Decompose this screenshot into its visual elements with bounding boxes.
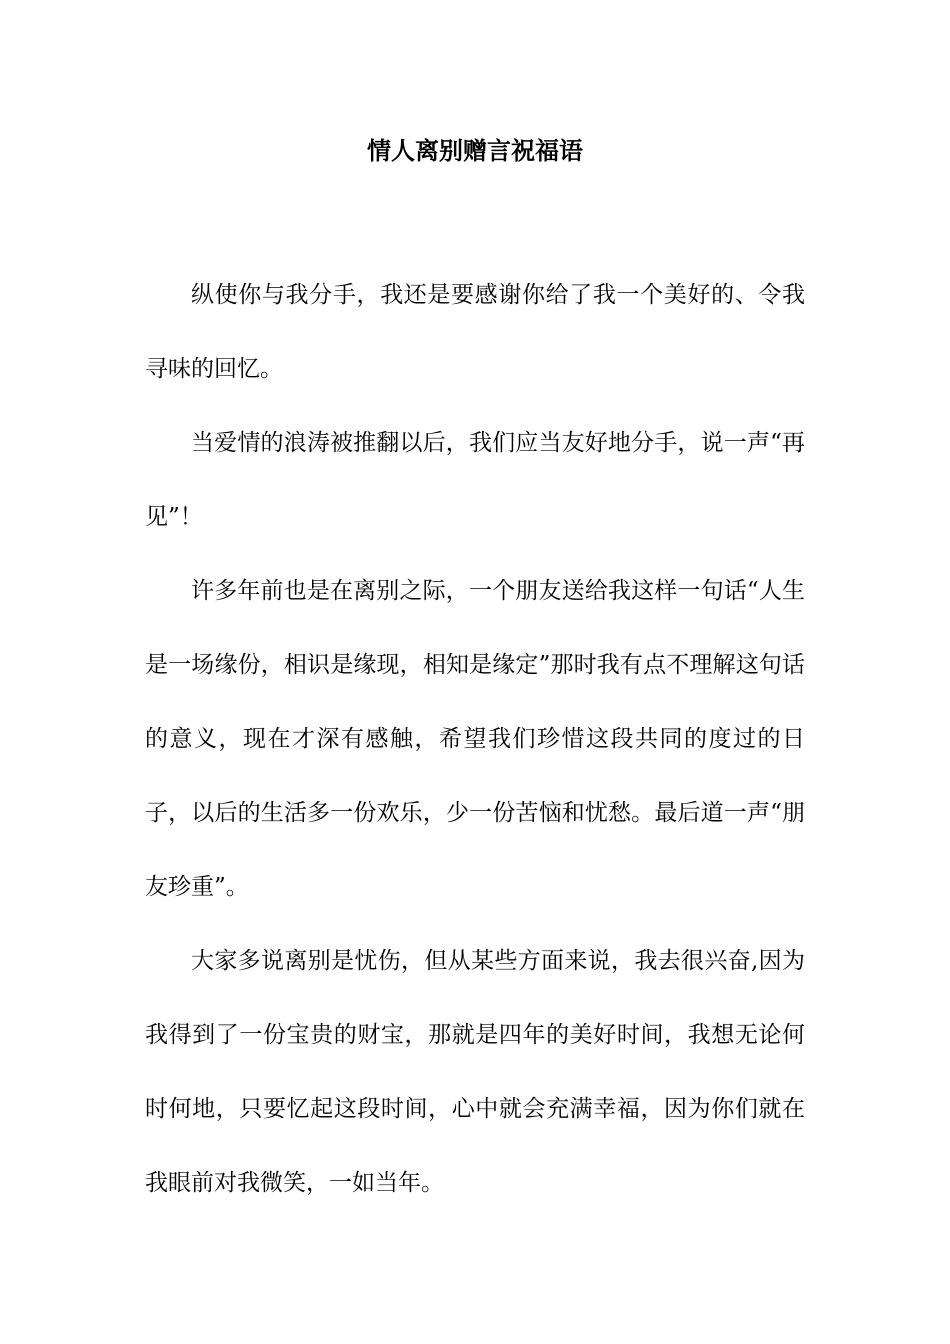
paragraph-1: 纵使你与我分手，我还是要感谢你给了我一个美好的、令我寻味的回忆。 [145, 282, 805, 382]
paragraph-4: 大家多说离别是忧伤，但从某些方面来说，我去很兴奋,因为我得到了一份宝贵的财宝，那就是四年的美好时间，我想无论何时何地，只要忆起这段时间，心中就会充满幸福，因为你们就在我眼前对我微笑，一如当年。 [145, 948, 805, 1196]
paragraph-3: 许多年前也是在离别之际，一个朋友送给我这样一句话“人生是一场缘份，相识是缘现，相知是缘定”那时我有点不理解这句话的意义，现在才深有感触，希望我们珍惜这段共同的度过的日子，以后的生活多一份欢乐，少一份苦恼和忧愁。最后道一声“朋友珍重”。 [145, 578, 805, 900]
document-body [145, 258, 805, 1220]
document-title: 情人离别赠言祝福语 [367, 137, 583, 165]
paragraph-2: 当爱情的浪涛被推翻以后，我们应当友好地分手，说一声“再见”！ [145, 430, 805, 530]
